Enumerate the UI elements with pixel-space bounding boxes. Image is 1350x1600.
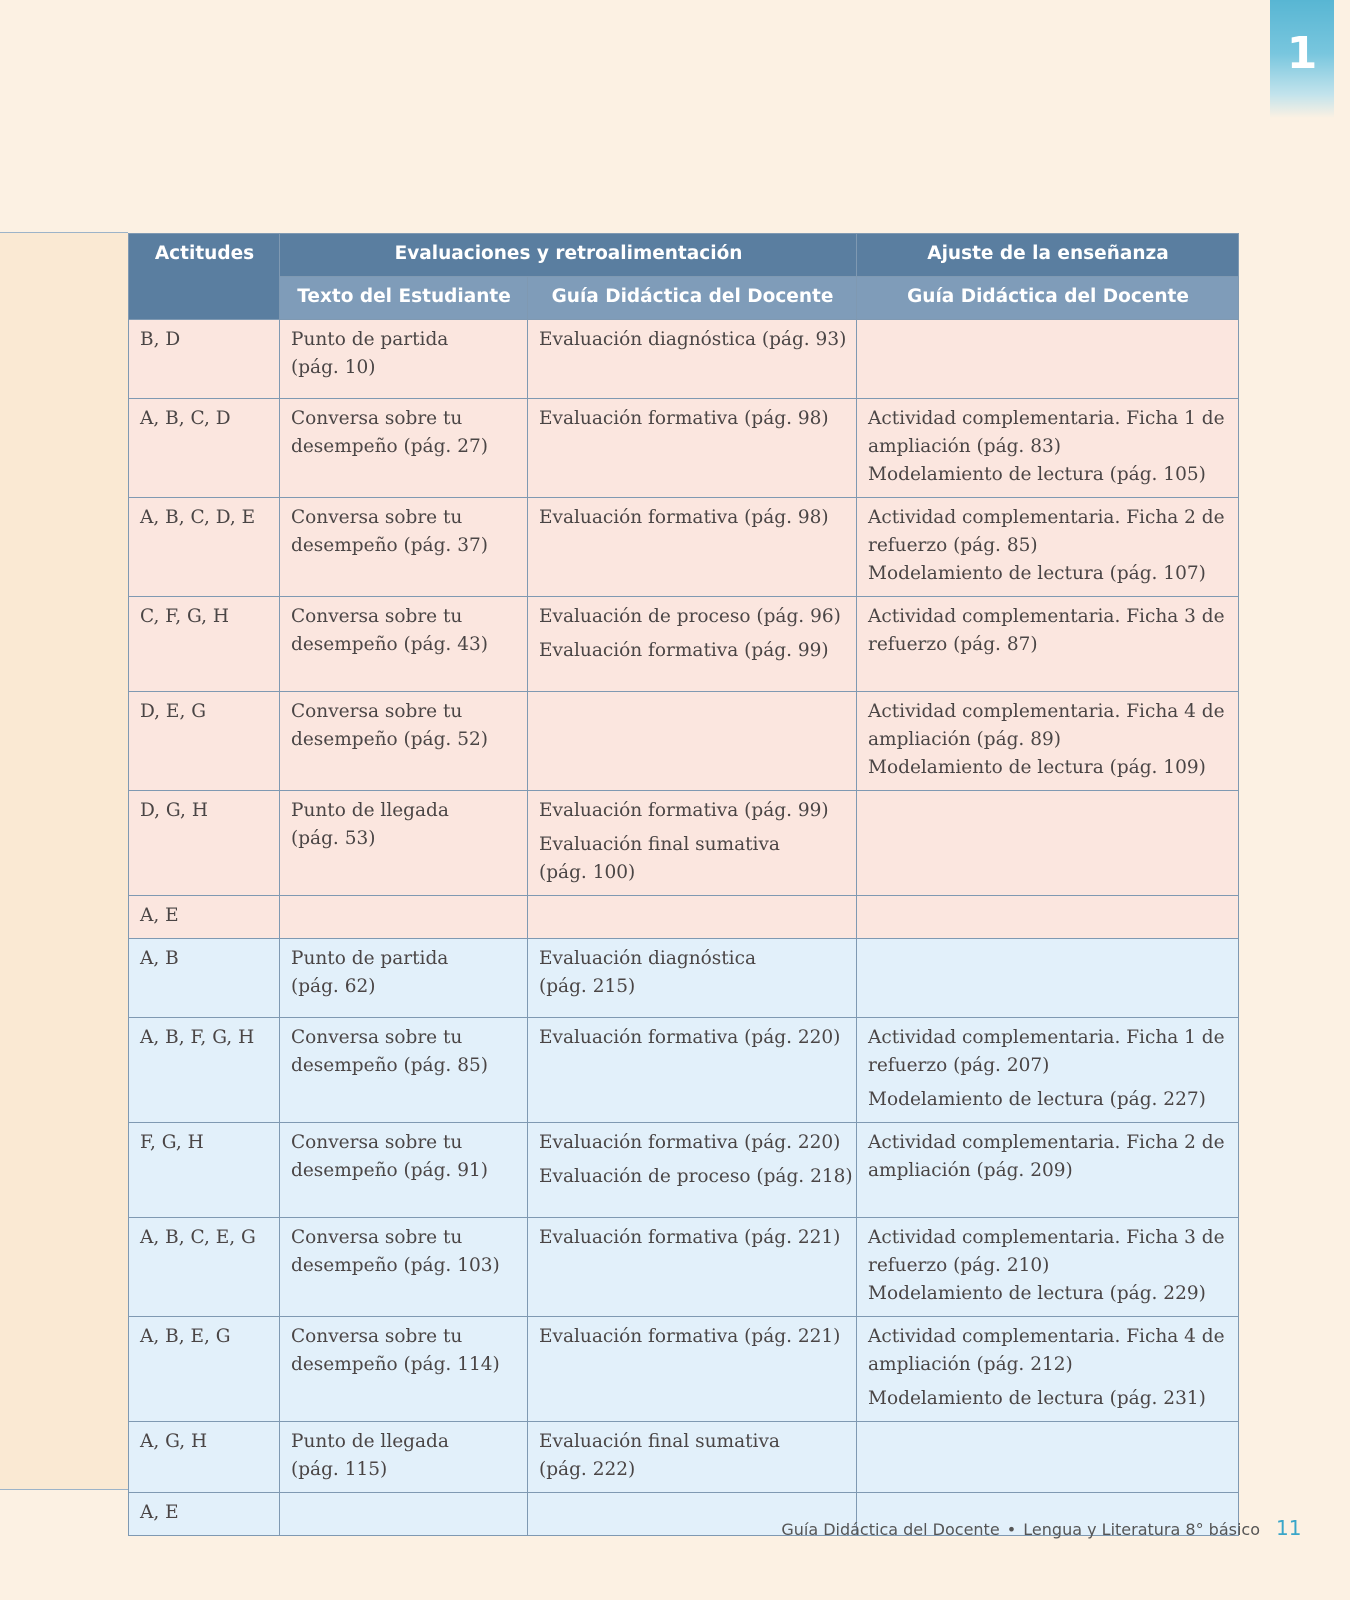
cell-line: Conversa sobre tu (291, 606, 463, 627)
cell-line: Actividad complementaria. Ficha 2 de (868, 1132, 1225, 1153)
left-margin-band (0, 232, 128, 1490)
divider (0, 232, 128, 233)
cell-guia (528, 1218, 857, 1317)
cell-ajuste (857, 399, 1239, 498)
cell-texto (280, 597, 528, 692)
cell-line: Evaluación formativa (pág. 221) (539, 1326, 841, 1347)
table-row (129, 399, 1239, 498)
cell-ajuste (857, 791, 1239, 896)
header-actitudes: Actitudes (129, 234, 280, 320)
cell-actitudes: A, B, C, E, G (129, 1218, 280, 1317)
cell-line: desempeño (pág. 103) (291, 1255, 500, 1276)
cell-line: Evaluación de proceso (pág. 96) (539, 606, 841, 627)
cell-line: desempeño (pág. 85) (291, 1055, 488, 1076)
cell-ajuste (857, 1317, 1239, 1422)
table-row (129, 1123, 1239, 1218)
cell-actitudes: A, B, C, D (129, 399, 280, 498)
cell-line: Conversa sobre tu (291, 1132, 463, 1153)
cell-line: (pág. 10) (291, 357, 376, 378)
cell-actitudes: D, G, H (129, 791, 280, 896)
cell-ajuste (857, 1218, 1239, 1317)
cell-guia (528, 498, 857, 597)
header-ajuste: Ajuste de la enseñanza (857, 234, 1239, 277)
cell-guia (528, 597, 857, 692)
cell-actitudes: B, D (129, 320, 280, 399)
cell-line: (pág. 222) (539, 1459, 636, 1480)
cell-ajuste (857, 939, 1239, 1018)
footer (781, 1520, 1260, 1539)
cell-line: Conversa sobre tu (291, 701, 463, 722)
cell-texto (280, 896, 528, 939)
cell-actitudes: D, E, G (129, 692, 280, 791)
cell-ajuste (857, 320, 1239, 399)
cell-line: Actividad complementaria. Ficha 4 de (868, 1326, 1225, 1347)
cell-texto (280, 1317, 528, 1422)
cell-line: Modelamiento de lectura (pág. 107) (868, 563, 1206, 584)
header-evaluaciones: Evaluaciones y retroalimentación (280, 234, 857, 277)
cell-texto (280, 1493, 528, 1536)
cell-line: Modelamiento de lectura (pág. 109) (868, 757, 1206, 778)
cell-line: refuerzo (pág. 210) (868, 1255, 1050, 1276)
cell-guia (528, 1123, 857, 1218)
cell-actitudes: A, B (129, 939, 280, 1018)
page-number: 11 (1276, 1516, 1302, 1540)
cell-guia (528, 896, 857, 939)
cell-line: (pág. 115) (291, 1459, 388, 1480)
cell-line: Conversa sobre tu (291, 1027, 463, 1048)
cell-guia (528, 399, 857, 498)
cell-line: ampliación (pág. 89) (868, 729, 1061, 750)
cell-line: Punto de llegada (291, 800, 449, 821)
cell-actitudes: C, F, G, H (129, 597, 280, 692)
cell-line: desempeño (pág. 27) (291, 436, 488, 457)
unit-tab (1270, 0, 1334, 118)
cell-ajuste (857, 692, 1239, 791)
cell-texto (280, 1218, 528, 1317)
cell-guia (528, 1317, 857, 1422)
table-row (129, 1018, 1239, 1123)
cell-texto (280, 791, 528, 896)
cell-line: desempeño (pág. 43) (291, 634, 488, 655)
cell-texto (280, 1018, 528, 1123)
cell-line: Evaluación formativa (pág. 98) (539, 507, 829, 528)
cell-line: Actividad complementaria. Ficha 1 de (868, 1027, 1225, 1048)
table-row (129, 692, 1239, 791)
cell-line: Actividad complementaria. Ficha 4 de (868, 701, 1225, 722)
cell-line: (pág. 62) (291, 976, 376, 997)
cell-texto (280, 939, 528, 1018)
cell-line: Punto de partida (291, 948, 449, 969)
cell-line: Evaluación final sumativa (539, 1431, 780, 1452)
subheader-guia-docente-evaluacion: Guía Didáctica del Docente (528, 277, 857, 320)
cell-actitudes: A, G, H (129, 1422, 280, 1493)
cell-texto (280, 692, 528, 791)
cell-ajuste (857, 1123, 1239, 1218)
cell-line: Modelamiento de lectura (pág. 231) (868, 1388, 1206, 1409)
cell-line: Evaluación de proceso (pág. 218) (539, 1166, 853, 1187)
table-row (129, 320, 1239, 399)
cell-line: Modelamiento de lectura (pág. 105) (868, 464, 1206, 485)
table-row (129, 597, 1239, 692)
subheader-guia-docente-ajuste: Guía Didáctica del Docente (857, 277, 1239, 320)
cell-line: Punto de partida (291, 329, 449, 350)
cell-guia (528, 692, 857, 791)
table-row (129, 791, 1239, 896)
cell-line: Actividad complementaria. Ficha 3 de (868, 1227, 1225, 1248)
cell-actitudes: A, E (129, 1493, 280, 1536)
cell-texto (280, 1422, 528, 1493)
cell-texto (280, 498, 528, 597)
table-row (129, 1422, 1239, 1493)
cell-line: Conversa sobre tu (291, 408, 463, 429)
evaluation-table (128, 233, 1239, 1536)
cell-texto (280, 320, 528, 399)
cell-line: Conversa sobre tu (291, 1227, 463, 1248)
cell-line: desempeño (pág. 114) (291, 1354, 500, 1375)
cell-line: Punto de llegada (291, 1431, 449, 1452)
cell-line: ampliación (pág. 209) (868, 1160, 1073, 1181)
cell-line: desempeño (pág. 52) (291, 729, 488, 750)
cell-actitudes: A, B, F, G, H (129, 1018, 280, 1123)
cell-line: Actividad complementaria. Ficha 1 de (868, 408, 1225, 429)
cell-ajuste (857, 896, 1239, 939)
cell-line: Conversa sobre tu (291, 1326, 463, 1347)
cell-texto (280, 1123, 528, 1218)
cell-line: refuerzo (pág. 85) (868, 535, 1038, 556)
cell-line: Evaluación diagnóstica (539, 948, 756, 969)
cell-line: Actividad complementaria. Ficha 3 de (868, 606, 1225, 627)
header-row-1 (129, 234, 1239, 277)
cell-line: Modelamiento de lectura (pág. 229) (868, 1283, 1206, 1304)
cell-ajuste (857, 498, 1239, 597)
cell-line: ampliación (pág. 212) (868, 1354, 1073, 1375)
header-row-2 (129, 277, 1239, 320)
divider (0, 1489, 128, 1490)
cell-line: Evaluación formativa (pág. 220) (539, 1132, 841, 1153)
cell-ajuste (857, 1422, 1239, 1493)
cell-line: (pág. 215) (539, 976, 636, 997)
cell-line: Evaluación formativa (pág. 98) (539, 408, 829, 429)
cell-line: Evaluación formativa (pág. 221) (539, 1227, 841, 1248)
subheader-texto-estudiante: Texto del Estudiante (280, 277, 528, 320)
cell-line: ampliación (pág. 83) (868, 436, 1061, 457)
unit-number: 1 (1286, 28, 1318, 79)
cell-ajuste (857, 1018, 1239, 1123)
cell-line: Evaluación formativa (pág. 220) (539, 1027, 841, 1048)
cell-line: Conversa sobre tu (291, 507, 463, 528)
cell-texto (280, 399, 528, 498)
cell-line: refuerzo (pág. 87) (868, 634, 1038, 655)
table-row (129, 939, 1239, 1018)
table-row (129, 1218, 1239, 1317)
cell-guia (528, 1422, 857, 1493)
cell-line: (pág. 53) (291, 828, 376, 849)
cell-guia (528, 1018, 857, 1123)
footer-subject: Lengua y Literatura 8° básico (1023, 1520, 1260, 1539)
footer-title: Guía Didáctica del Docente (781, 1520, 1000, 1539)
cell-line: desempeño (pág. 37) (291, 535, 488, 556)
cell-line: refuerzo (pág. 207) (868, 1055, 1050, 1076)
cell-line: desempeño (pág. 91) (291, 1160, 488, 1181)
cell-guia (528, 939, 857, 1018)
cell-guia (528, 320, 857, 399)
cell-line: Evaluación final sumativa (539, 834, 780, 855)
cell-line: Actividad complementaria. Ficha 2 de (868, 507, 1225, 528)
cell-actitudes: A, B, E, G (129, 1317, 280, 1422)
cell-actitudes: F, G, H (129, 1123, 280, 1218)
table-row (129, 896, 1239, 939)
footer-separator: • (1006, 1520, 1017, 1539)
cell-line: Evaluación formativa (pág. 99) (539, 640, 829, 661)
table-body (129, 320, 1239, 1536)
cell-actitudes: A, B, C, D, E (129, 498, 280, 597)
cell-ajuste (857, 597, 1239, 692)
table-row (129, 1317, 1239, 1422)
table-row (129, 498, 1239, 597)
cell-line: Evaluación formativa (pág. 99) (539, 800, 829, 821)
cell-guia (528, 791, 857, 896)
cell-line: Modelamiento de lectura (pág. 227) (868, 1089, 1206, 1110)
cell-line: Evaluación diagnóstica (pág. 93) (539, 329, 847, 350)
cell-actitudes: A, E (129, 896, 280, 939)
cell-line: (pág. 100) (539, 862, 636, 883)
